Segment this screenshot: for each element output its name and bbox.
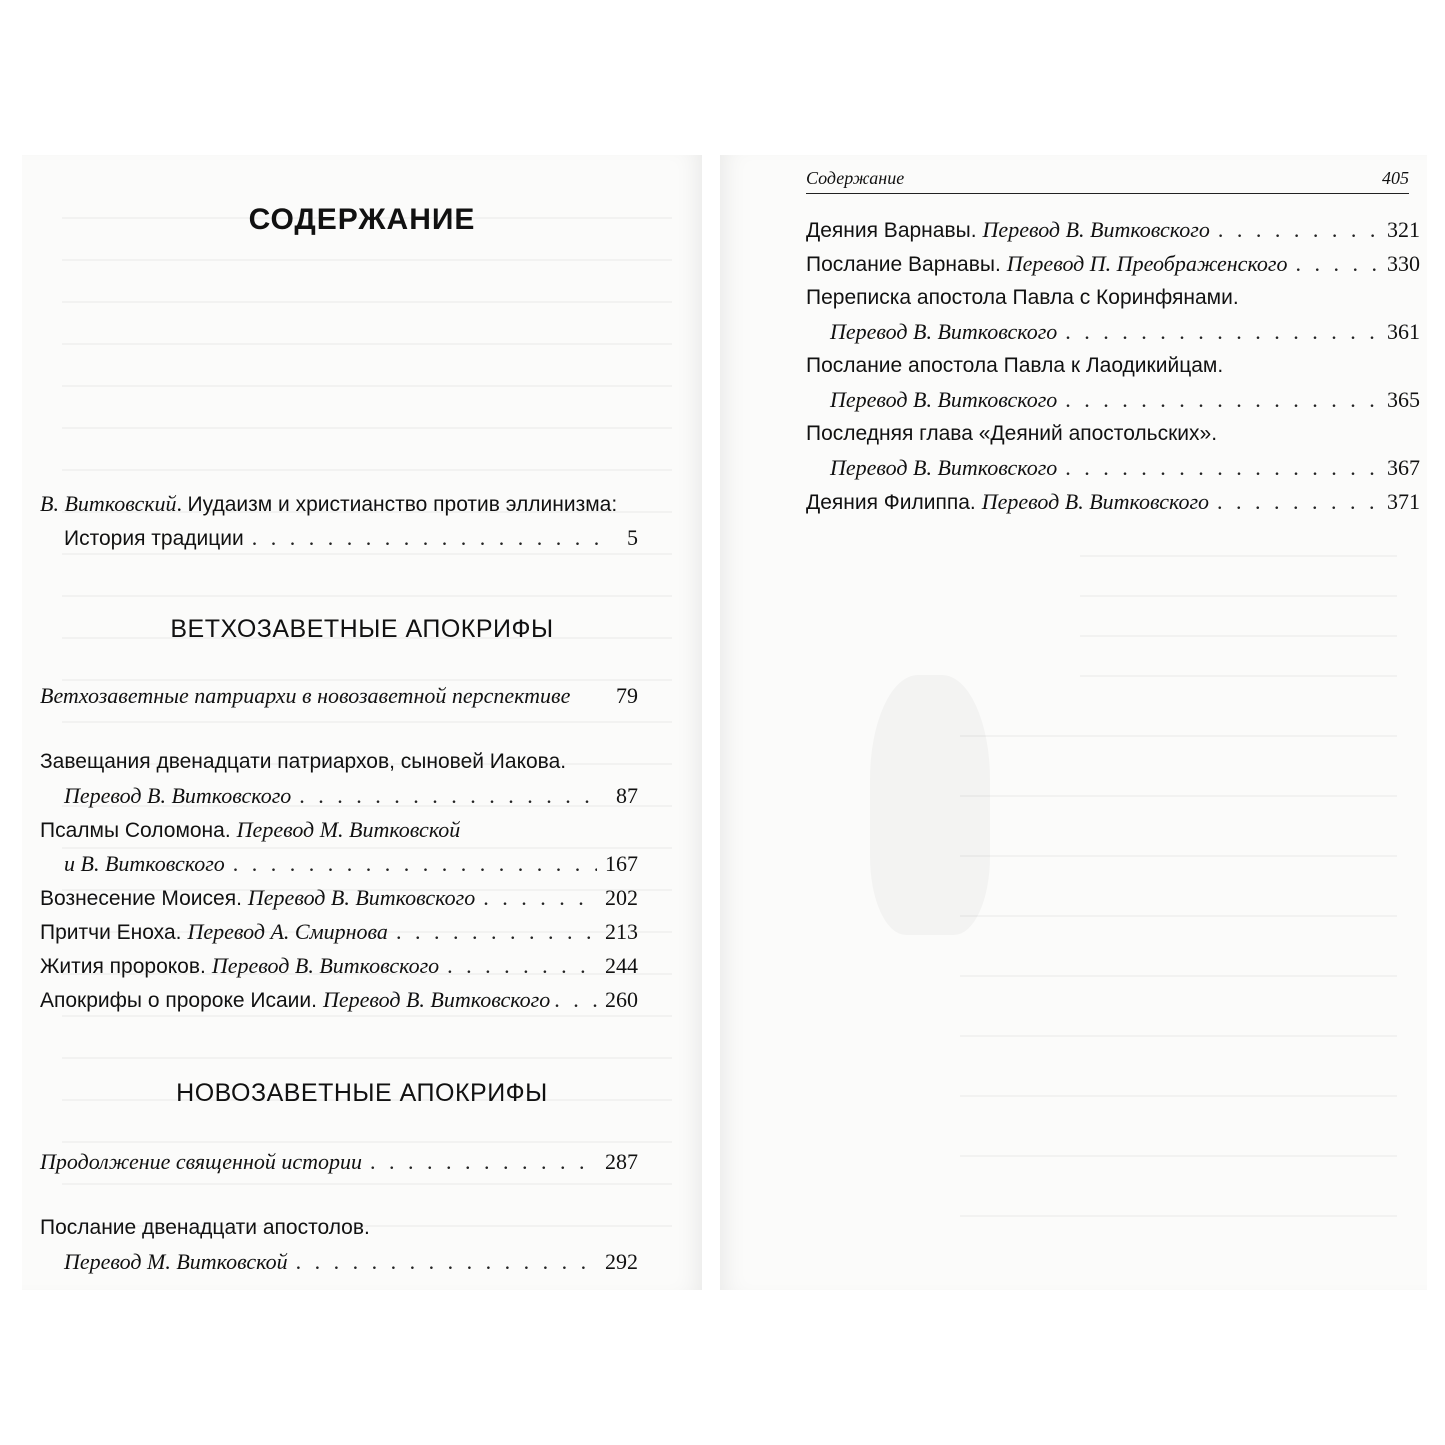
page-number: 365 [1387, 387, 1420, 412]
leader-dots [299, 779, 602, 813]
gutter [702, 155, 720, 1290]
leader-dots [1217, 485, 1379, 519]
toc-entry[interactable] [806, 485, 1420, 519]
toc-entry[interactable] [806, 247, 1420, 281]
entry-title: Иудаизм и христианство против эллинизма: [187, 493, 618, 516]
toc-entry[interactable] [806, 281, 1420, 349]
leader-dots [1218, 213, 1379, 247]
page-number: 5 [627, 525, 638, 550]
running-head-title: Содержание [806, 168, 905, 188]
entry-author: В. Витковский [40, 491, 177, 516]
book-spread [22, 155, 1427, 1290]
running-header [806, 161, 1409, 194]
entry-title: Ветхозаветные патриархи в новозаветной перспективе [40, 683, 571, 708]
right-page [720, 155, 1427, 1290]
entry-translator: Перевод В. Витковского [982, 217, 1210, 242]
entry-translator: Перевод В. Витковского [322, 987, 551, 1012]
page-number: 213 [605, 919, 638, 944]
toc-entry[interactable] [40, 813, 638, 881]
entry-title: Завещания двенадцати патриархов, сыновей Иакова. [40, 750, 567, 773]
entry-title: Псалмы Соломона. [40, 819, 231, 842]
entry-title: Деяния Варнавы. [806, 219, 977, 242]
page-number: 87 [616, 783, 638, 808]
entry-translator: Перевод П. Преображенского [1006, 251, 1288, 276]
toc-entry[interactable] [40, 915, 638, 949]
entry-translator: Перевод М. Витковской [64, 1249, 288, 1274]
toc-entry[interactable] [40, 949, 638, 983]
entry-title: Переписка апостола Павла с Коринфянами. [806, 286, 1239, 309]
entry-translator: Перевод А. Смирнова [187, 919, 388, 944]
entry-title-cont: История традиции [64, 527, 244, 550]
page-number: 361 [1387, 319, 1420, 344]
toc-entry[interactable] [40, 881, 638, 915]
entry-title: Последняя глава «Деяний апостольских». [806, 422, 1218, 445]
leader-dots [1065, 315, 1379, 349]
page-number: 79 [616, 683, 638, 708]
toc-entry-nt-essay[interactable] [40, 1145, 638, 1179]
toc-entry[interactable] [40, 1211, 638, 1279]
leader-dots [296, 1245, 597, 1279]
entry-title: Притчи Еноха. [40, 921, 182, 944]
entry-translator: Перевод В. Витковского [830, 387, 1058, 412]
leader-dots [447, 949, 597, 983]
entry-title: Вознесение Моисея. [40, 887, 242, 910]
page-number: 371 [1387, 489, 1420, 514]
page-number: 202 [605, 885, 638, 910]
entry-title: Апокрифы о пророке Исаии. [40, 989, 317, 1012]
toc-entry-intro[interactable]: В. Витковский . Иудаизм и христианство против эллинизма: История традиции . . . 5 [40, 487, 638, 555]
page-number: 330 [1387, 251, 1420, 276]
entry-title: Жития пророков. [40, 955, 206, 978]
leader-dots [554, 983, 601, 1017]
page-number: 167 [605, 851, 638, 876]
page-number: 292 [605, 1249, 638, 1274]
page-number: 367 [1387, 455, 1420, 480]
page-number: 260 [605, 987, 638, 1012]
leader-dots [370, 1145, 597, 1179]
toc-entry[interactable] [40, 745, 638, 813]
toc-entry[interactable] [806, 417, 1420, 485]
leader-dots [1065, 451, 1379, 485]
section-heading-old-testament: ВЕТХОЗАВЕТНЫЕ АПОКРИФЫ [170, 615, 554, 643]
entry-title: Послание двенадцати апостолов. [40, 1216, 370, 1239]
toc-entry[interactable] [806, 349, 1420, 417]
entry-translator: Перевод В. Витковского [211, 953, 440, 978]
toc-entry-ot-essay[interactable] [40, 679, 638, 713]
entry-title: Продолжение священной истории [40, 1149, 363, 1174]
page-number: 405 [1382, 168, 1409, 188]
entry-translator: Перевод В. Витковского [981, 489, 1210, 514]
section-heading-new-testament: НОВОЗАВЕТНЫЕ АПОКРИФЫ [176, 1079, 548, 1107]
entry-title: Деяния Филиппа. [806, 491, 976, 514]
leader-dots [396, 915, 597, 949]
page-number: 321 [1387, 217, 1420, 242]
entry-translator: Перевод В. Витковского [830, 319, 1058, 344]
page-title: СОДЕРЖАНИЕ [248, 203, 476, 236]
entry-translator: Перевод В. Витковского [830, 455, 1058, 480]
leader-dots [483, 881, 597, 915]
entry-title: Послание апостола Павла к Лаодикийцам. [806, 354, 1224, 377]
leader-dots [233, 847, 597, 881]
entry-translator: Перевод В. Витковского [64, 783, 292, 808]
page-number: 287 [605, 1149, 638, 1174]
left-page [22, 155, 702, 1290]
entry-translator: Перевод М. Витковской [236, 817, 461, 842]
leader-dots [252, 521, 602, 555]
entry-translator: и В. Витковского [64, 851, 225, 876]
leader-dots [1065, 383, 1379, 417]
leader-dots [1295, 247, 1379, 281]
entry-translator: Перевод В. Витковского [247, 885, 476, 910]
toc-entry[interactable] [40, 983, 638, 1017]
page-number: 244 [605, 953, 638, 978]
toc-entry[interactable] [806, 213, 1420, 247]
entry-title: Послание Варнавы. [806, 253, 1001, 276]
